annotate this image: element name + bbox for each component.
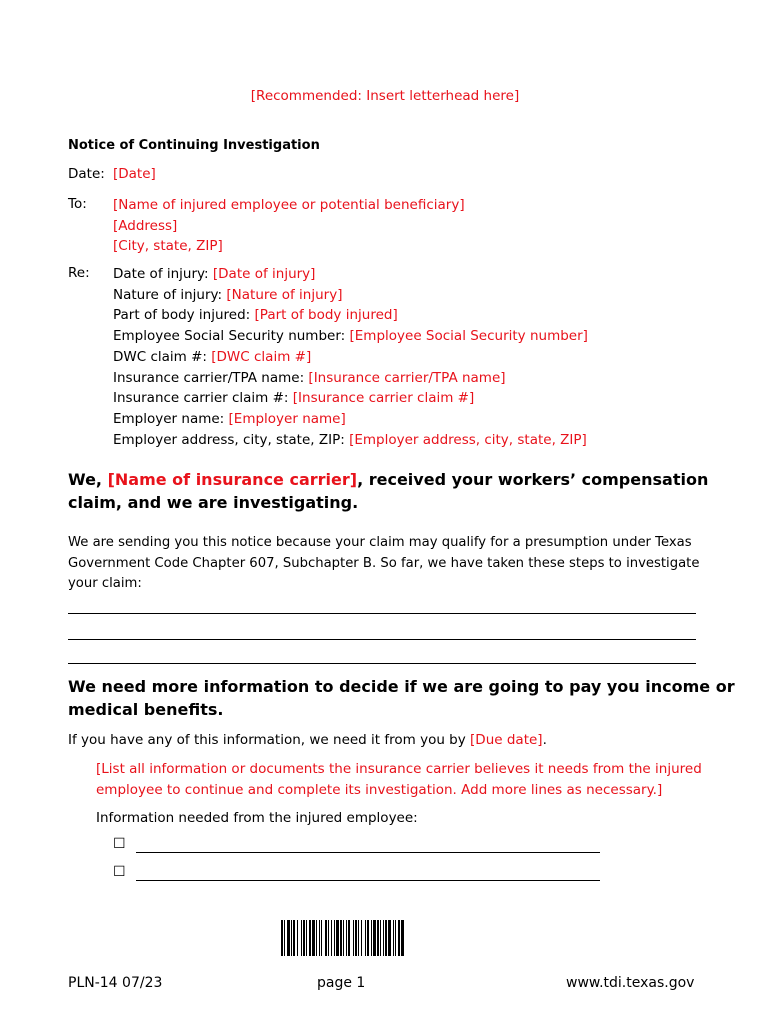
info-needed-label: Information needed from the injured employee: — [96, 810, 418, 826]
due-date-paragraph: If you have any of this information, we need it from you by [Due date]. — [68, 732, 547, 748]
heading-claim-received: We, [Name of insurance carrier], received your workers’ compensation claim, and we are investigating. — [68, 470, 709, 512]
re-value: [Insurance carrier/TPA name] — [308, 369, 506, 386]
re-label-text: DWC claim #: — [113, 348, 207, 365]
re-value: [Date of injury] — [212, 266, 316, 282]
re-label-text: Employer name: — [113, 410, 225, 427]
footer-website[interactable]: www.tdi.texas.gov — [566, 975, 695, 991]
date-value: [Date] — [113, 166, 156, 182]
recipient-name: [Name of injured employee or potential beneficiary] — [113, 197, 465, 213]
re-row-carrier-claim — [113, 388, 588, 409]
barcode-icon — [281, 920, 489, 956]
investigation-steps-line-1[interactable] — [68, 613, 696, 614]
re-value: [Part of body injured] — [254, 307, 398, 324]
re-value: [Nature of injury] — [226, 286, 343, 303]
re-label: Re: — [68, 265, 90, 281]
re-row-nature-of-injury — [113, 285, 588, 306]
re-value: [Employer address, city, state, ZIP] — [349, 431, 587, 448]
re-value: [Employee Social Security number] — [349, 328, 588, 345]
re-value: [DWC claim #] — [211, 348, 312, 365]
re-row-ssn — [113, 326, 588, 347]
due-date-placeholder: [Due date] — [470, 732, 543, 748]
heading-more-information: We need more information to decide if we are going to pay you income or medical benefits. — [68, 677, 735, 719]
recipient-city-state-zip: [City, state, ZIP] — [113, 238, 223, 255]
re-label-text: Part of body injured: — [113, 307, 251, 324]
carrier-name-placeholder: [Name of insurance carrier] — [107, 470, 358, 489]
re-row-dwc-claim — [113, 347, 588, 368]
re-label-text: Insurance carrier/TPA name: — [113, 369, 305, 386]
checkbox-icon[interactable]: ☐ — [113, 836, 126, 852]
notice-title: Notice of Continuing Investigation — [68, 138, 320, 153]
to-label: To: — [68, 196, 87, 212]
re-value: [Insurance carrier claim #] — [292, 390, 475, 407]
re-row-carrier-name — [113, 368, 588, 389]
re-label-text: Employee Social Security number: — [113, 328, 346, 345]
re-row-employer-address — [113, 430, 588, 451]
info-line-2[interactable] — [136, 880, 600, 881]
to-block — [113, 195, 465, 257]
recipient-address: [Address] — [113, 217, 178, 234]
instructions-placeholder: [List all information or documents the insurance carrier believes it needs from the injured employee to continue and complete its investigation. Add more lines as necessary.] — [96, 761, 702, 798]
re-block — [113, 264, 588, 450]
info-line-1[interactable] — [136, 852, 600, 853]
re-label-text: Insurance carrier claim #: — [113, 390, 289, 407]
footer-form-id: PLN-14 07/23 — [68, 975, 163, 991]
presumption-paragraph: We are sending you this notice because your claim may qualify for a presumption under Texas Government Code Chapter 607, Subchapter B. So far, we have taken these steps to investigate your claim: — [68, 535, 700, 592]
re-label-text: Employer address, city, state, ZIP: — [113, 431, 345, 448]
investigation-steps-line-3[interactable] — [68, 663, 696, 664]
re-label-text: Nature of injury: — [113, 286, 223, 303]
checkbox-icon[interactable]: ☐ — [113, 864, 126, 880]
date-label: Date: — [68, 166, 105, 182]
re-row-employer-name — [113, 409, 588, 430]
letterhead-placeholder: [Recommended: Insert letterhead here] — [250, 88, 520, 104]
re-value: [Employer name] — [228, 410, 346, 427]
re-row-date-of-injury — [113, 264, 588, 285]
re-row-part-of-body — [113, 305, 588, 326]
footer-page-number: page 1 — [317, 975, 366, 991]
investigation-steps-line-2[interactable] — [68, 639, 696, 640]
re-label-text: Date of injury: — [113, 266, 209, 282]
